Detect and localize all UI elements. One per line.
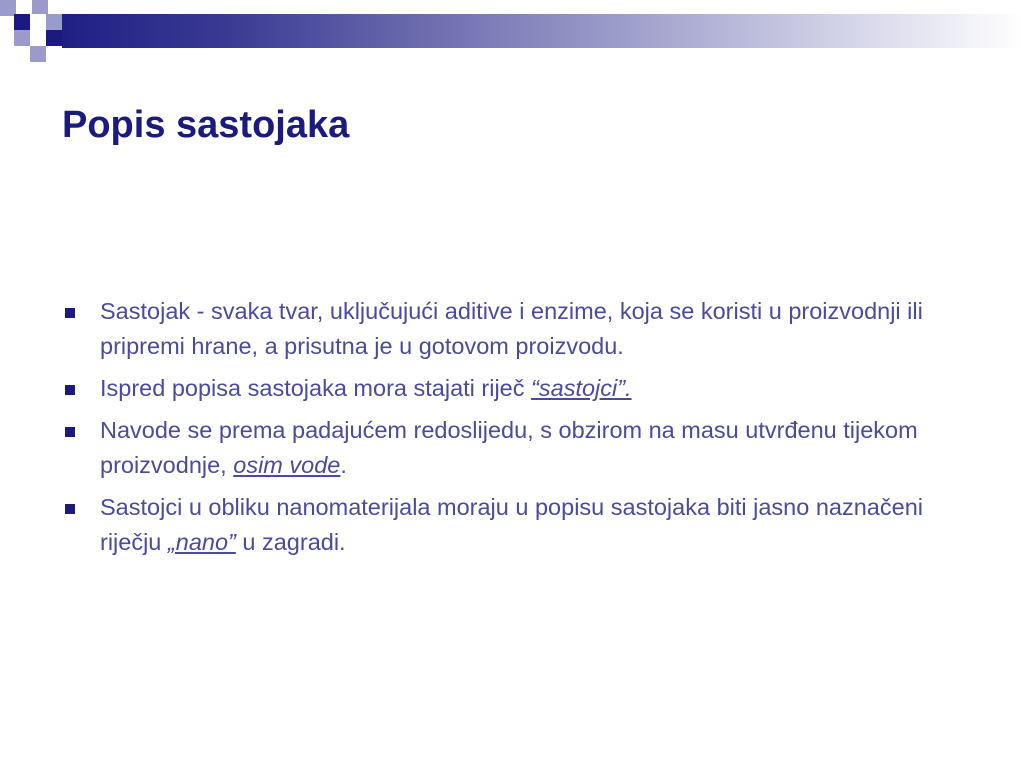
square-bullet-icon bbox=[65, 504, 75, 514]
bullet-list bbox=[62, 294, 982, 567]
bullet-text: Sastojak - svaka tvar, uključujući aditive i enzime, koja se koristi u proizvodnji ili pripremi hrane, a prisutna je u gotovom proizvodu. bbox=[100, 298, 923, 359]
bullet-text: Sastojci u obliku nanomaterijala moraju u popisu sastojaka biti jasno naznačeni riječju bbox=[100, 494, 923, 555]
square-bullet-icon bbox=[65, 385, 75, 395]
bullet-item bbox=[62, 371, 982, 406]
bullet-text-tail: u zagradi. bbox=[235, 529, 346, 555]
bullet-item bbox=[62, 294, 982, 364]
bullet-item bbox=[62, 490, 982, 560]
decor-square bbox=[14, 30, 30, 46]
bullet-text: Ispred popisa sastojaka mora stajati riječ bbox=[100, 375, 532, 401]
bullet-text: Navode se prema padajućem redoslijedu, s obzirom na masu utvrđenu tijekom proizvodnje, bbox=[100, 417, 918, 478]
decor-square bbox=[30, 14, 46, 30]
bullet-item bbox=[62, 413, 982, 483]
decor-square bbox=[46, 30, 62, 46]
decor-square bbox=[30, 46, 46, 62]
bullet-text-tail: . bbox=[340, 452, 347, 478]
decor-square bbox=[46, 14, 62, 30]
square-bullet-icon bbox=[65, 427, 75, 437]
square-bullet-icon bbox=[65, 308, 75, 318]
emphasized-term: osim vode bbox=[233, 452, 341, 478]
decor-square bbox=[14, 14, 30, 30]
header-gradient-bar bbox=[62, 14, 1024, 48]
emphasized-term: “sastojci”. bbox=[531, 375, 632, 401]
slide-title: Popis sastojaka bbox=[62, 104, 350, 146]
emphasized-term: „nano” bbox=[167, 529, 236, 555]
